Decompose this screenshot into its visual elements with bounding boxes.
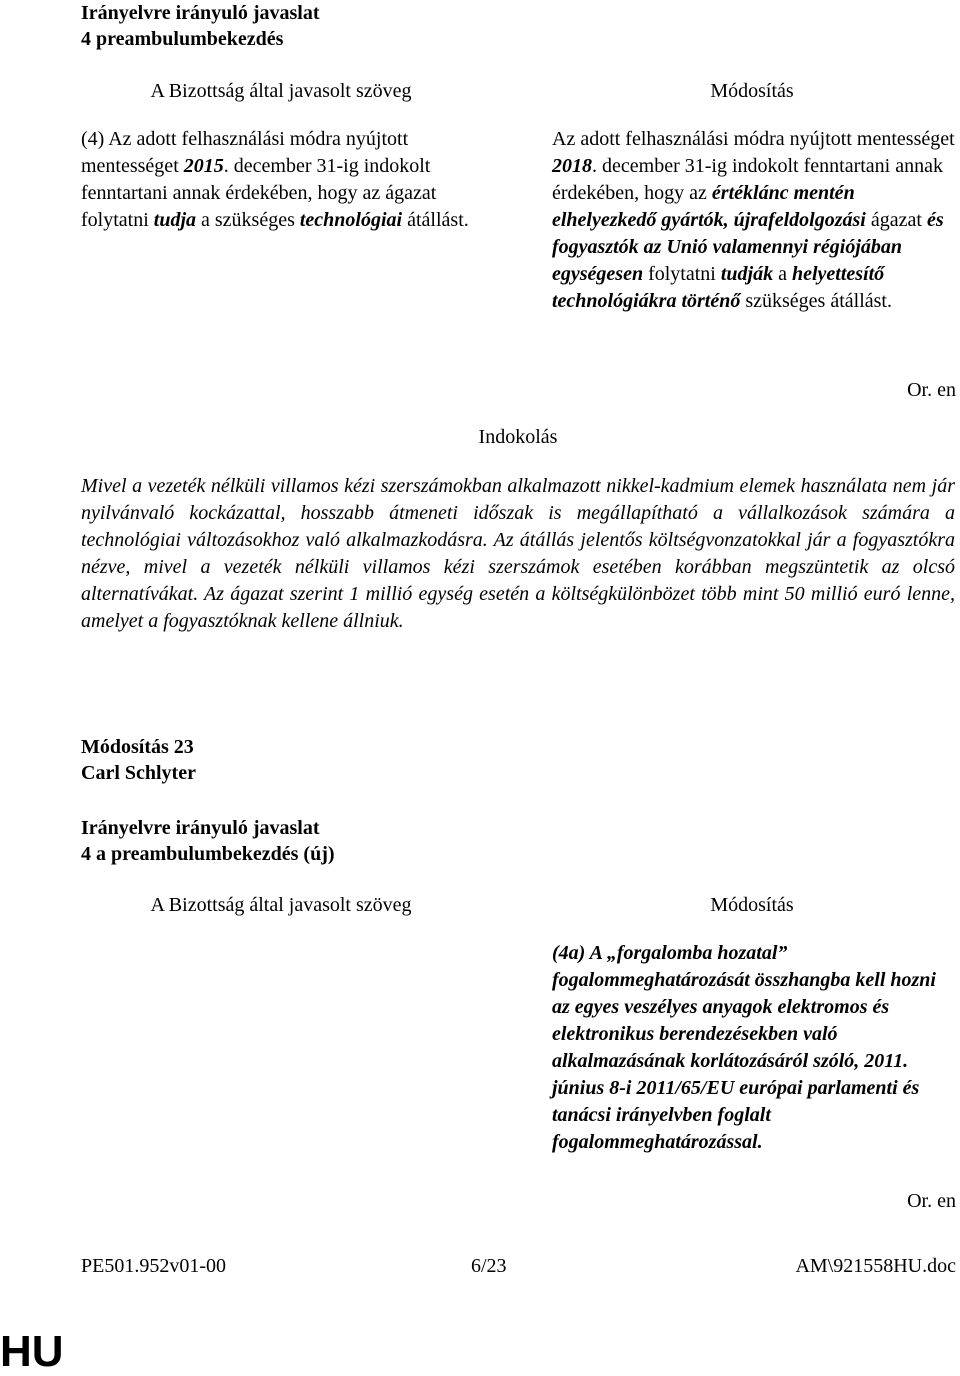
text-changed: értéklánc mentén elhelyezkedő gyártók, újrafeldolgozási: [552, 182, 866, 231]
commission-text-heading: A Bizottság által javasolt szöveg: [150, 80, 412, 102]
text-part: folytatni: [643, 263, 721, 285]
original-language-marker: Or. en: [907, 379, 956, 401]
footer-file-name: AM\921558HU.doc: [795, 1255, 956, 1277]
text-part: . december 31-ig indokolt fenntartani annak érdekében, hogy az: [552, 155, 943, 204]
text-part: szükséges átállást.: [740, 290, 892, 312]
original-language-marker: Or. en: [907, 1190, 956, 1212]
language-code-mark: HU: [0, 1327, 64, 1376]
text-changed: helyettesítő technológiákra történő: [552, 263, 885, 312]
amendment-text: (4a) A „forgalomba hozatal” fogalommeghatározását összhangba kell hozni az egyes veszélyes anyagok elektromos és elektronikus berendezésekben való alkalmazásának korlátozásáról szóló, 2011. június 8-i 2011/65/EU európai parlamenti és tanácsi irányelvben foglalt fogalommeghatározással.: [552, 942, 936, 1153]
justification-text: Mivel a vezeték nélküli villamos kézi szerszámokban alkalmazott nikkel-kadmium elemek használata nem jár nyilvánvaló kockázattal, hosszabb átmeneti időszak is megállapítható a vállalkozások számára a technológiai változásokhoz való alkalmazkodásra. Az átállás jelentős költségvonzatokkal jár a fogyasztókra nézve, mivel a vezeték nélküli villamos kézi szerszámok esetében korábban megszüntetik az olcsó alternatívákat. Az ágazat szerint 1 millió egység esetén a költségkülönbözet több mint 50 millió euró lenne, amelyet a fogyasztóknak kellene állniuk.: [81, 475, 955, 632]
text-part: átállást.: [402, 209, 469, 231]
text-changed: tudják: [720, 263, 774, 285]
text-changed: tudja: [153, 209, 197, 231]
text-changed: és fogyasztók az Unió valamennyi régiójában egységesen: [552, 209, 944, 285]
text-changed: 2018: [552, 155, 592, 177]
amendment-heading: Módosítás: [710, 894, 794, 916]
amendment-author: Carl Schlyter: [81, 762, 196, 784]
text-part: a szükséges: [196, 209, 300, 231]
text-changed: technológiai: [299, 209, 403, 231]
text-changed: 2015: [183, 155, 224, 177]
footer-page-number: 6/23: [471, 1255, 507, 1277]
amendment-number: Módosítás 23: [81, 736, 194, 758]
text-part: Az adott felhasználási módra nyújtott mentességet: [552, 128, 955, 150]
text-part: . december 31-ig indokolt fenntartani annak érdekében, hogy az ágazat folytatni: [81, 155, 437, 231]
text-part: a: [773, 263, 792, 285]
commission-text-heading: A Bizottság által javasolt szöveg: [150, 894, 412, 916]
justification-heading: Indokolás: [478, 426, 558, 448]
commission-text: [81, 126, 476, 234]
amendment-text: [552, 126, 957, 315]
amendment-title-line2: 4 preambulumbekezdés: [81, 28, 284, 50]
amendment-title-line1: Irányelvre irányuló javaslat: [81, 2, 320, 24]
amendment-title-line2: 4 a preambulumbekezdés (új): [81, 843, 335, 865]
amendment-heading: Módosítás: [710, 80, 794, 102]
text-part: ágazat: [865, 209, 927, 231]
text-part: (4) Az adott felhasználási módra nyújtott mentességet: [81, 128, 409, 177]
amendment-title-line1: Irányelvre irányuló javaslat: [81, 817, 320, 839]
footer-doc-reference: PE501.952v01-00: [81, 1255, 226, 1277]
